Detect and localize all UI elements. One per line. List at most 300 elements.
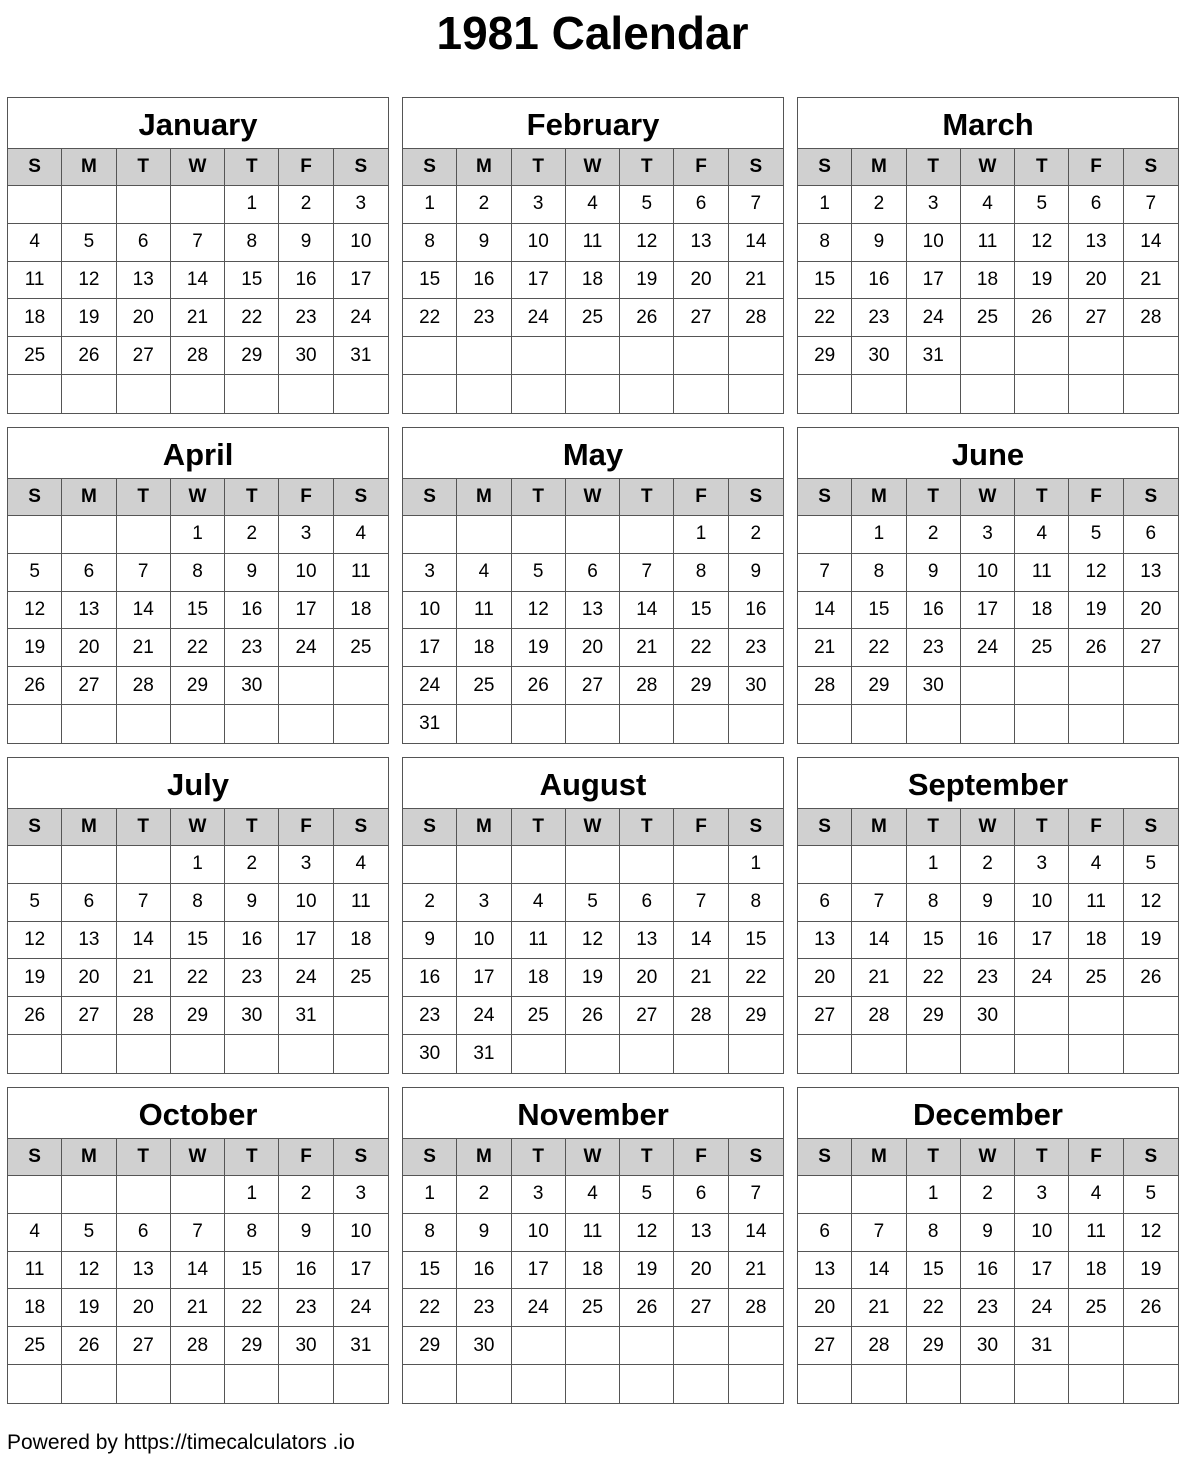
months-grid (7, 97, 1179, 1404)
weekday-header: M (852, 809, 906, 846)
weekday-header: T (225, 809, 279, 846)
day-cell: 15 (798, 262, 852, 300)
day-cell (566, 516, 620, 554)
weekday-header: T (620, 809, 674, 846)
day-cell (8, 705, 62, 743)
day-cell: 24 (512, 1289, 566, 1327)
weekday-header: F (1069, 1139, 1123, 1176)
day-cell (279, 1035, 333, 1073)
day-cell: 20 (566, 629, 620, 667)
day-cell: 1 (729, 846, 783, 884)
day-cell: 5 (1069, 516, 1123, 554)
day-cell: 11 (334, 554, 388, 592)
day-cell: 4 (334, 516, 388, 554)
month-name: November (403, 1088, 783, 1139)
weekday-header: S (1124, 809, 1178, 846)
day-cell: 7 (729, 1176, 783, 1214)
day-cell: 9 (961, 884, 1015, 922)
month-day-grid (8, 1139, 388, 1403)
weekday-header: W (961, 809, 1015, 846)
day-cell: 27 (117, 1327, 171, 1365)
day-cell: 17 (403, 629, 457, 667)
month-day-grid (798, 149, 1178, 413)
day-cell: 19 (566, 959, 620, 997)
day-cell (1069, 337, 1123, 375)
day-cell: 25 (1015, 629, 1069, 667)
day-cell: 10 (512, 224, 566, 262)
day-cell: 23 (961, 1289, 1015, 1327)
day-cell (512, 1035, 566, 1073)
day-cell: 30 (403, 1035, 457, 1073)
day-cell (566, 337, 620, 375)
day-cell (62, 1365, 116, 1403)
day-cell (798, 375, 852, 413)
day-cell (961, 337, 1015, 375)
weekday-header: S (798, 1139, 852, 1176)
day-cell (1124, 997, 1178, 1035)
day-cell: 18 (1015, 592, 1069, 630)
day-cell: 9 (961, 1214, 1015, 1252)
weekday-header: T (225, 149, 279, 186)
day-cell (512, 846, 566, 884)
day-cell: 22 (907, 1289, 961, 1327)
day-cell: 16 (279, 1252, 333, 1290)
day-cell: 4 (457, 554, 511, 592)
weekday-header: W (566, 809, 620, 846)
day-cell: 29 (225, 337, 279, 375)
day-cell: 9 (457, 1214, 511, 1252)
day-cell: 20 (674, 262, 728, 300)
month-day-grid (403, 479, 783, 743)
day-cell: 6 (62, 554, 116, 592)
day-cell: 15 (729, 922, 783, 960)
day-cell: 28 (729, 1289, 783, 1327)
month-january (7, 97, 389, 414)
day-cell (729, 705, 783, 743)
weekday-header: F (1069, 149, 1123, 186)
day-cell (171, 705, 225, 743)
day-cell (62, 1035, 116, 1073)
day-cell (907, 705, 961, 743)
day-cell: 17 (334, 1252, 388, 1290)
day-cell: 3 (457, 884, 511, 922)
day-cell: 7 (117, 884, 171, 922)
day-cell: 14 (1124, 224, 1178, 262)
day-cell: 9 (729, 554, 783, 592)
day-cell (1124, 667, 1178, 705)
day-cell: 20 (62, 959, 116, 997)
day-cell: 22 (171, 959, 225, 997)
day-cell (852, 705, 906, 743)
day-cell: 19 (62, 299, 116, 337)
day-cell (1069, 667, 1123, 705)
day-cell: 24 (1015, 1289, 1069, 1327)
day-cell: 21 (117, 959, 171, 997)
day-cell: 30 (729, 667, 783, 705)
day-cell (620, 705, 674, 743)
day-cell: 12 (62, 1252, 116, 1290)
day-cell: 2 (961, 846, 1015, 884)
weekday-header: S (403, 1139, 457, 1176)
day-cell: 21 (117, 629, 171, 667)
day-cell: 7 (171, 224, 225, 262)
day-cell: 3 (279, 516, 333, 554)
day-cell: 3 (907, 186, 961, 224)
day-cell: 16 (225, 592, 279, 630)
day-cell: 30 (225, 667, 279, 705)
day-cell: 31 (403, 705, 457, 743)
day-cell: 11 (566, 224, 620, 262)
day-cell: 28 (798, 667, 852, 705)
day-cell: 9 (907, 554, 961, 592)
day-cell (566, 375, 620, 413)
day-cell (512, 375, 566, 413)
day-cell (334, 375, 388, 413)
day-cell: 9 (403, 922, 457, 960)
day-cell: 22 (729, 959, 783, 997)
day-cell: 15 (171, 592, 225, 630)
day-cell (961, 1035, 1015, 1073)
weekday-header: S (334, 809, 388, 846)
day-cell: 19 (1069, 592, 1123, 630)
day-cell: 14 (729, 1214, 783, 1252)
day-cell: 30 (225, 997, 279, 1035)
day-cell: 31 (279, 997, 333, 1035)
day-cell (457, 1365, 511, 1403)
day-cell: 2 (403, 884, 457, 922)
day-cell: 4 (1015, 516, 1069, 554)
day-cell: 6 (674, 1176, 728, 1214)
weekday-header: S (729, 479, 783, 516)
day-cell: 19 (620, 1252, 674, 1290)
day-cell (729, 375, 783, 413)
weekday-header: W (566, 479, 620, 516)
day-cell (171, 186, 225, 224)
day-cell: 28 (117, 997, 171, 1035)
month-june (797, 427, 1179, 744)
day-cell: 27 (117, 337, 171, 375)
day-cell: 18 (961, 262, 1015, 300)
day-cell: 16 (279, 262, 333, 300)
weekday-header: W (171, 1139, 225, 1176)
day-cell (1069, 1327, 1123, 1365)
day-cell: 13 (1124, 554, 1178, 592)
day-cell (1069, 375, 1123, 413)
day-cell: 20 (674, 1252, 728, 1290)
day-cell: 12 (620, 1214, 674, 1252)
day-cell: 23 (961, 959, 1015, 997)
weekday-header: T (907, 479, 961, 516)
day-cell: 25 (1069, 959, 1123, 997)
day-cell (512, 1365, 566, 1403)
day-cell: 21 (171, 299, 225, 337)
day-cell (117, 1035, 171, 1073)
month-name: June (798, 428, 1178, 479)
day-cell: 11 (457, 592, 511, 630)
day-cell (620, 846, 674, 884)
day-cell: 5 (8, 884, 62, 922)
day-cell: 12 (1124, 884, 1178, 922)
day-cell: 28 (620, 667, 674, 705)
day-cell: 23 (852, 299, 906, 337)
footer-credit: Powered by https://timecalculators .io (7, 1431, 355, 1454)
day-cell: 16 (457, 262, 511, 300)
day-cell: 25 (8, 337, 62, 375)
day-cell: 6 (798, 884, 852, 922)
weekday-header: F (279, 149, 333, 186)
day-cell: 12 (8, 592, 62, 630)
month-day-grid (403, 149, 783, 413)
day-cell: 21 (674, 959, 728, 997)
weekday-header: S (8, 149, 62, 186)
day-cell (279, 375, 333, 413)
day-cell: 20 (1069, 262, 1123, 300)
day-cell (279, 1365, 333, 1403)
day-cell (798, 1365, 852, 1403)
day-cell: 5 (620, 1176, 674, 1214)
day-cell: 14 (620, 592, 674, 630)
weekday-header: M (457, 149, 511, 186)
day-cell (674, 1365, 728, 1403)
weekday-header: M (852, 149, 906, 186)
day-cell: 11 (334, 884, 388, 922)
weekday-header: T (117, 1139, 171, 1176)
weekday-header: M (62, 479, 116, 516)
day-cell: 15 (674, 592, 728, 630)
day-cell: 10 (334, 1214, 388, 1252)
day-cell: 1 (403, 1176, 457, 1214)
weekday-header: W (961, 479, 1015, 516)
day-cell (907, 375, 961, 413)
day-cell: 1 (907, 846, 961, 884)
day-cell (1124, 1365, 1178, 1403)
day-cell (171, 1365, 225, 1403)
day-cell: 19 (8, 959, 62, 997)
day-cell (798, 1035, 852, 1073)
day-cell (961, 705, 1015, 743)
day-cell: 18 (334, 922, 388, 960)
day-cell (674, 337, 728, 375)
day-cell (1015, 705, 1069, 743)
day-cell: 23 (225, 629, 279, 667)
day-cell: 30 (907, 667, 961, 705)
day-cell (852, 1365, 906, 1403)
weekday-header: T (117, 809, 171, 846)
day-cell: 4 (8, 1214, 62, 1252)
day-cell: 23 (457, 299, 511, 337)
day-cell: 12 (512, 592, 566, 630)
day-cell (457, 337, 511, 375)
day-cell: 24 (961, 629, 1015, 667)
day-cell: 11 (1069, 884, 1123, 922)
day-cell: 29 (171, 667, 225, 705)
day-cell (1124, 375, 1178, 413)
weekday-header: F (674, 479, 728, 516)
day-cell (403, 1365, 457, 1403)
day-cell (334, 667, 388, 705)
day-cell: 22 (907, 959, 961, 997)
day-cell: 18 (566, 1252, 620, 1290)
day-cell (8, 1365, 62, 1403)
weekday-header: S (798, 149, 852, 186)
day-cell: 8 (171, 884, 225, 922)
day-cell: 12 (62, 262, 116, 300)
day-cell: 20 (798, 1289, 852, 1327)
weekday-header: M (457, 479, 511, 516)
day-cell (729, 1327, 783, 1365)
day-cell: 13 (798, 922, 852, 960)
day-cell: 16 (961, 922, 1015, 960)
day-cell (798, 516, 852, 554)
day-cell: 18 (8, 299, 62, 337)
day-cell: 1 (852, 516, 906, 554)
day-cell: 21 (620, 629, 674, 667)
day-cell: 26 (512, 667, 566, 705)
weekday-header: T (225, 1139, 279, 1176)
weekday-header: S (403, 149, 457, 186)
day-cell (279, 705, 333, 743)
day-cell: 24 (403, 667, 457, 705)
day-cell: 11 (1069, 1214, 1123, 1252)
day-cell (961, 667, 1015, 705)
weekday-header: S (729, 149, 783, 186)
day-cell: 13 (674, 224, 728, 262)
day-cell (852, 375, 906, 413)
day-cell: 2 (907, 516, 961, 554)
day-cell (674, 1327, 728, 1365)
day-cell: 24 (334, 299, 388, 337)
day-cell: 29 (403, 1327, 457, 1365)
day-cell: 29 (907, 1327, 961, 1365)
day-cell (798, 705, 852, 743)
day-cell: 3 (961, 516, 1015, 554)
day-cell: 23 (729, 629, 783, 667)
day-cell (674, 705, 728, 743)
day-cell: 18 (566, 262, 620, 300)
day-cell: 5 (620, 186, 674, 224)
weekday-header: M (457, 1139, 511, 1176)
day-cell: 10 (403, 592, 457, 630)
day-cell: 6 (566, 554, 620, 592)
day-cell: 13 (1069, 224, 1123, 262)
weekday-header: S (1124, 1139, 1178, 1176)
day-cell: 22 (225, 299, 279, 337)
day-cell: 29 (674, 667, 728, 705)
day-cell: 17 (961, 592, 1015, 630)
day-cell: 25 (566, 299, 620, 337)
weekday-header: T (225, 479, 279, 516)
day-cell: 27 (620, 997, 674, 1035)
day-cell: 31 (334, 337, 388, 375)
day-cell: 16 (907, 592, 961, 630)
day-cell: 17 (907, 262, 961, 300)
day-cell (566, 1327, 620, 1365)
day-cell (62, 1176, 116, 1214)
day-cell: 26 (620, 1289, 674, 1327)
day-cell (907, 1035, 961, 1073)
weekday-header: S (403, 809, 457, 846)
day-cell (512, 516, 566, 554)
day-cell: 4 (334, 846, 388, 884)
day-cell: 16 (457, 1252, 511, 1290)
day-cell: 5 (1124, 846, 1178, 884)
day-cell: 26 (1124, 1289, 1178, 1327)
weekday-header: T (620, 479, 674, 516)
day-cell: 27 (62, 997, 116, 1035)
day-cell (457, 516, 511, 554)
weekday-header: T (1015, 479, 1069, 516)
day-cell: 3 (1015, 846, 1069, 884)
day-cell (1069, 1365, 1123, 1403)
day-cell: 11 (961, 224, 1015, 262)
weekday-header: M (852, 1139, 906, 1176)
day-cell: 10 (907, 224, 961, 262)
day-cell: 19 (1124, 1252, 1178, 1290)
day-cell: 3 (512, 186, 566, 224)
weekday-header: T (907, 809, 961, 846)
day-cell: 21 (852, 1289, 906, 1327)
day-cell: 18 (1069, 1252, 1123, 1290)
day-cell (620, 516, 674, 554)
day-cell: 2 (225, 516, 279, 554)
day-cell: 3 (334, 1176, 388, 1214)
day-cell: 6 (117, 224, 171, 262)
day-cell (852, 1176, 906, 1214)
day-cell: 21 (729, 1252, 783, 1290)
day-cell: 7 (620, 554, 674, 592)
day-cell: 2 (852, 186, 906, 224)
month-day-grid (798, 1139, 1178, 1403)
day-cell: 26 (620, 299, 674, 337)
day-cell: 11 (8, 1252, 62, 1290)
day-cell: 2 (961, 1176, 1015, 1214)
day-cell: 23 (279, 299, 333, 337)
day-cell: 29 (729, 997, 783, 1035)
day-cell (279, 667, 333, 705)
day-cell: 26 (1069, 629, 1123, 667)
day-cell: 22 (798, 299, 852, 337)
day-cell: 27 (1069, 299, 1123, 337)
day-cell (512, 337, 566, 375)
day-cell: 8 (403, 1214, 457, 1252)
day-cell: 29 (171, 997, 225, 1035)
day-cell: 25 (1069, 1289, 1123, 1327)
day-cell (62, 375, 116, 413)
day-cell: 12 (1124, 1214, 1178, 1252)
day-cell: 23 (279, 1289, 333, 1327)
day-cell: 5 (62, 1214, 116, 1252)
weekday-header: T (512, 479, 566, 516)
day-cell: 21 (852, 959, 906, 997)
day-cell: 20 (620, 959, 674, 997)
day-cell: 19 (1015, 262, 1069, 300)
day-cell: 5 (512, 554, 566, 592)
day-cell: 7 (674, 884, 728, 922)
day-cell (1124, 1035, 1178, 1073)
weekday-header: F (1069, 479, 1123, 516)
month-day-grid (8, 149, 388, 413)
day-cell: 31 (334, 1327, 388, 1365)
day-cell: 28 (1124, 299, 1178, 337)
day-cell: 2 (279, 186, 333, 224)
day-cell: 18 (457, 629, 511, 667)
day-cell (566, 1035, 620, 1073)
day-cell: 22 (852, 629, 906, 667)
weekday-header: S (798, 479, 852, 516)
day-cell: 9 (279, 1214, 333, 1252)
day-cell: 9 (852, 224, 906, 262)
day-cell: 26 (8, 997, 62, 1035)
